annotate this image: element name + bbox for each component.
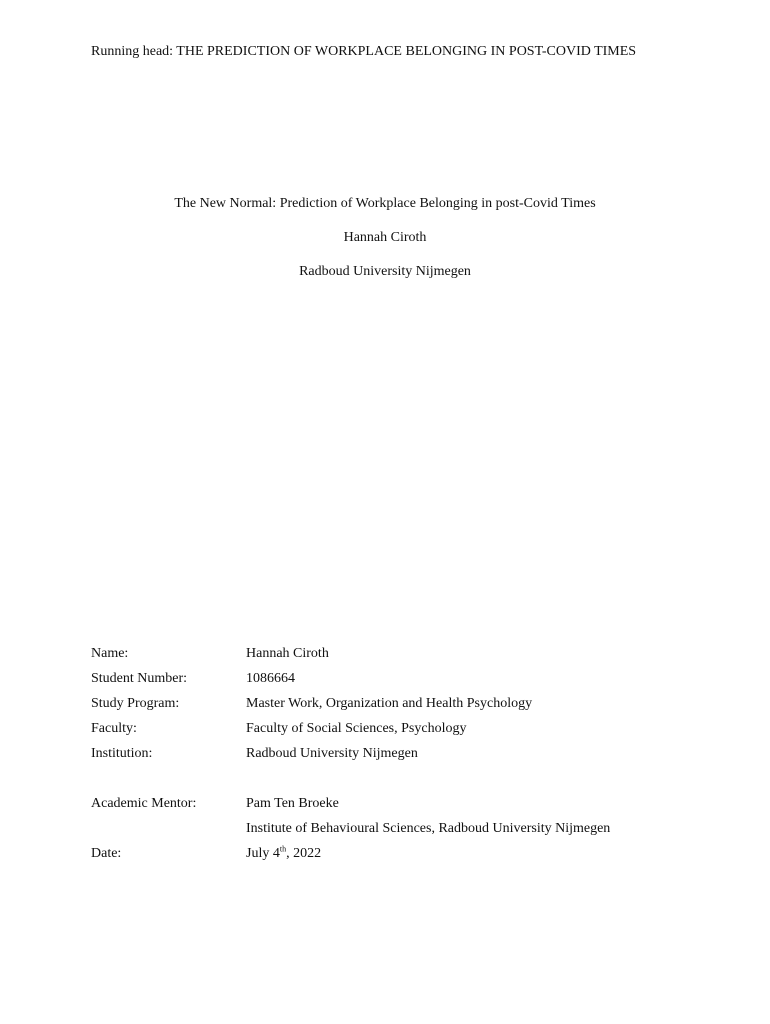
faculty-value: Faculty of Social Sciences, Psychology — [246, 721, 467, 736]
mentor-institute-value: Institute of Behavioural Sciences, Radboud University Nijmegen — [246, 821, 611, 836]
student-info-table — [91, 645, 711, 870]
date-suffix: , 2022 — [286, 846, 322, 861]
info-row-mentor-institute — [91, 820, 711, 845]
name-value: Hannah Ciroth — [246, 646, 329, 661]
date-superscript: th — [279, 844, 287, 854]
info-row-institution — [91, 745, 711, 770]
running-head: Running head: THE PREDICTION OF WORKPLACE BELONGING IN POST-COVID TIMES — [91, 44, 637, 59]
mentor-label: Academic Mentor: — [91, 796, 197, 811]
date-label: Date: — [91, 846, 122, 861]
faculty-label: Faculty: — [91, 721, 137, 736]
author-affiliation: Radboud University Nijmegen — [299, 264, 471, 279]
mentor-value: Pam Ten Broeke — [246, 796, 339, 811]
institution-label: Institution: — [91, 746, 153, 761]
student-number-value: 1086664 — [246, 671, 295, 686]
info-row-mentor — [91, 795, 711, 820]
date-value — [246, 845, 711, 870]
paper-title: The New Normal: Prediction of Workplace Belonging in post-Covid Times — [174, 196, 596, 211]
info-row-study-program — [91, 695, 711, 720]
name-label: Name: — [91, 646, 129, 661]
study-program-label: Study Program: — [91, 696, 180, 711]
author-name: Hannah Ciroth — [343, 230, 427, 245]
empty-label — [91, 820, 246, 845]
date-prefix: July 4 — [246, 846, 280, 861]
info-row-date — [91, 845, 711, 870]
info-row-name — [91, 645, 711, 670]
study-program-value: Master Work, Organization and Health Psychology — [246, 696, 533, 711]
student-number-label: Student Number: — [91, 671, 188, 686]
info-row-student-number — [91, 670, 711, 695]
institution-value: Radboud University Nijmegen — [246, 746, 418, 761]
info-row-faculty — [91, 720, 711, 745]
